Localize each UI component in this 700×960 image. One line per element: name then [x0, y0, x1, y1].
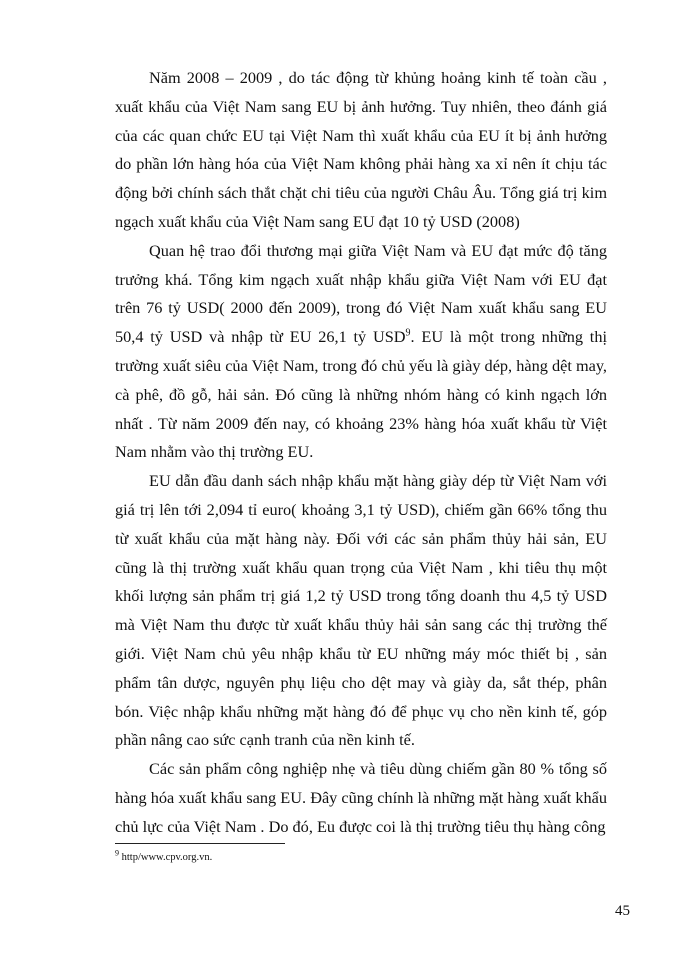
body-text	[115, 64, 607, 842]
paragraph-4: Các sản phẩm công nghiệp nhẹ và tiêu dùng chiếm gần 80 % tổng số hàng hóa xuất khẩu sang EU. Đây cũng chính là những mặt hàng xuất khẩu chủ lực của Việt Nam . Do đó, Eu được coi là thị trường tiêu thụ hàng công	[115, 759, 607, 836]
paragraph-2-text-end: . EU là một trong những thị trường xuất siêu của Việt Nam, trong đó chủ yếu là giày dép, hàng dệt may, cà phê, đồ gỗ, hải sản. Đó cũng là những nhóm hàng có kinh ngạch lớn nhất . Từ năm 2009 đến nay, có khoảng 23% hàng hóa xuất khẩu từ Việt Nam nhằm vào thị trường EU.	[115, 327, 607, 462]
footnote-separator	[115, 843, 285, 844]
footnote	[115, 848, 213, 865]
paragraph-2	[115, 237, 607, 467]
paragraph-3: EU dẫn đầu danh sách nhập khẩu mặt hàng giày dép từ Việt Nam với giá trị lên tới 2,094 tỉ euro( khoảng 3,1 tỷ USD), chiếm gần 66% tổng thu từ xuất khẩu của mặt hàng này. Đối với các sản phẩm thủy hải sản, EU cũng là thị trường xuất khẩu quan trọng của Việt Nam , khi tiêu thụ một khối lượng sản phẩm trị giá 1,2 tỷ USD trong tổng doanh thu 4,5 tỷ USD mà Việt Nam thu được từ xuất khẩu thủy hải sản sang các thị trường thế giới. Việt Nam chủ yêu nhập khẩu từ EU những máy móc thiết bị , sản phẩm tân dược, nguyên phụ liệu cho dệt may và giày da, sắt thép, phân bón. Việc nhập khẩu những mặt hàng đó để phục vụ cho nền kinh tế, góp phần nâng cao sức cạnh tranh của nền kinh tế.	[115, 471, 607, 750]
paragraph-1: Năm 2008 – 2009 , do tác động từ khủng hoảng kinh tế toàn cầu , xuất khẩu của Việt Nam sang EU bị ảnh hưởng. Tuy nhiên, theo đánh giá của các quan chức EU tại Việt Nam thì xuất khẩu của EU ít bị ảnh hưởng do phần lớn hàng hóa của Việt Nam không phải hàng xa xỉ nên ít chịu tác động bởi chính sách thắt chặt chi tiêu của người Châu Âu. Tổng giá trị kim ngạch xuất khẩu của Việt Nam sang EU đạt 10 tỷ USD (2008)	[115, 68, 607, 231]
page-number: 45	[615, 903, 630, 919]
footnote-reference[interactable]: 9	[405, 327, 411, 339]
paragraph-2-text-start: Quan hệ trao đổi thương mại giữa Việt Nam và EU đạt mức độ tăng trưởng khá. Tổng kim ngạch xuất nhập khẩu giữa Việt Nam với EU đạt trên 76 tỷ USD( 2000 đến 2009), trong đó Việt Nam xuất khẩu sang EU 50,4 tỷ USD và nhập từ EU 26,1 tỷ USD	[115, 240, 607, 347]
footnote-number: 9	[115, 848, 119, 858]
footnote-text: http/www.cpv.org.vn.	[119, 852, 213, 863]
